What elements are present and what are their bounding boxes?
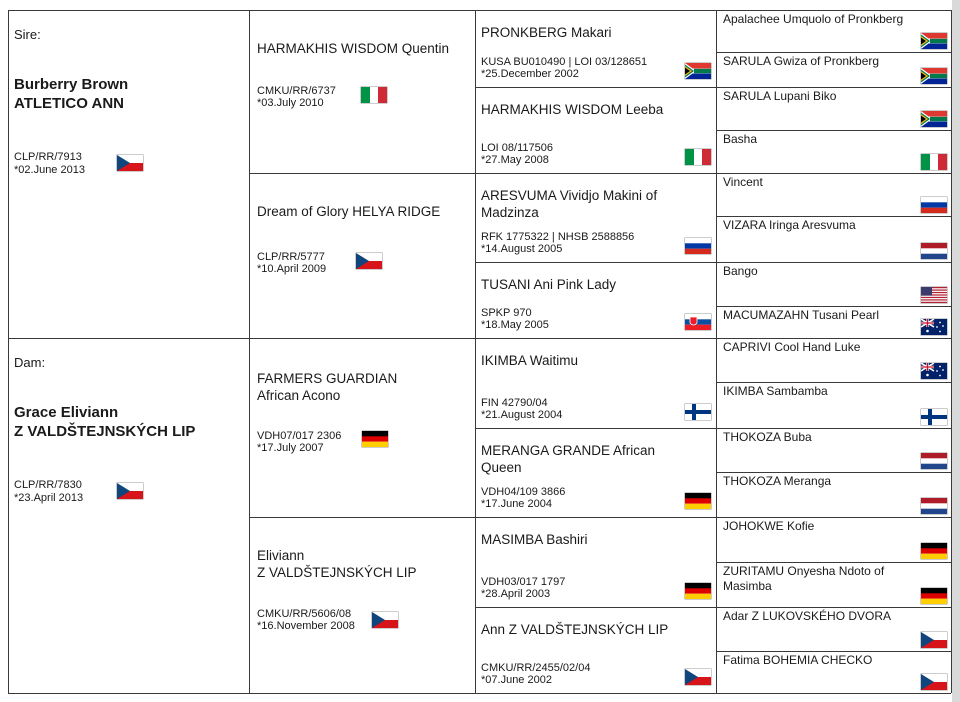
gen2-registration: VDH07/017 2306 [257,430,342,442]
gen3-name-line1: Ann Z VALDŠTEJNSKÝCH LIP [481,622,669,637]
gen4-flag-nl-icon [921,453,947,469]
grid-line [716,10,717,693]
gen2-birth-date: *03.July 2010 [257,97,324,109]
grid-line [249,10,250,693]
gen4-name-line1: Fatima BOHEMIA CHECKO [723,653,873,667]
gen2-birth-date: *16.November 2008 [257,620,355,632]
gen4-flag-de-icon [921,588,947,604]
sire-name-line2: ATLETICO ANN [14,95,124,112]
gen2-registration: CMKU/RR/6737 [257,85,336,97]
gen3-registration: CMKU/RR/2455/02/04 [481,662,591,674]
gen4-name-line1: JOHOKWE Kofie [723,519,815,533]
gen2-birth-date: *17.July 2007 [257,442,324,454]
gen3-name-line2: Queen [481,460,522,475]
dam-flag-cz-icon [117,483,143,499]
gen4-flag-cz-icon [921,632,947,648]
gen4-name-line1: ZURITAMU Onyesha Ndoto of [723,564,885,578]
gen2-name-line1: HARMAKHIS WISDOM Quentin [257,41,450,56]
dam-birth-date: *23.April 2013 [14,492,84,504]
sire-flag-cz-icon [117,155,143,171]
gen4-name-line1: CAPRIVI Cool Hand Luke [723,340,861,354]
gen3-registration: SPKP 970 [481,307,532,319]
gen4-name-line1: MACUMAZAHN Tusani Pearl [723,308,880,322]
grid-line [716,472,951,473]
scrollbar-edge [952,0,960,702]
gen4-name-line1: SARULA Gwiza of Pronkberg [723,54,880,68]
gen4-flag-za-icon [921,33,947,49]
gen4-name-line1: Apalachee Umquolo of Pronkberg [723,12,904,26]
gen4-flag-ru-icon [921,197,947,213]
gen2-flag-cz-icon [372,612,398,628]
dam-name-line1: Grace Eliviann [14,404,119,421]
sire-birth-date: *02.June 2013 [14,164,85,176]
sire-registration: CLP/RR/7913 [14,151,82,163]
gen4-name-line1: Basha [723,132,758,146]
gen3-flag-sk-icon [685,314,711,330]
gen3-name-line1: IKIMBA Waitimu [481,353,579,368]
gen3-birth-date: *27.May 2008 [481,154,549,166]
gen2-registration: CLP/RR/5777 [257,251,325,263]
gen4-flag-au-icon [921,363,947,379]
grid-line [716,428,951,429]
gen4-flag-it-icon [921,154,947,170]
gen3-flag-it-icon [685,149,711,165]
gen3-birth-date: *18.May 2005 [481,319,549,331]
gen3-birth-date: *14.August 2005 [481,243,563,255]
gen3-registration: FIN 42790/04 [481,397,548,409]
gen4-name-line1: IKIMBA Sambamba [723,384,828,398]
sire-label: Sire: [14,27,41,42]
gen3-flag-za-icon [685,63,711,79]
gen3-registration: RFK 1775322 | NHSB 2588856 [481,231,635,243]
gen4-name-line1: Bango [723,264,758,278]
gen2-name-line2: African Acono [257,388,341,403]
gen3-registration: LOI 08/117506 [481,142,553,154]
gen3-birth-date: *28.April 2003 [481,588,551,600]
gen4-flag-nl-icon [921,243,947,259]
dam-label: Dam: [14,355,46,370]
gen3-flag-fi-icon [685,404,711,420]
gen2-name-line2: Z VALDŠTEJNSKÝCH LIP [257,565,417,580]
grid-line [8,10,9,693]
grid-line [716,651,951,652]
gen2-registration: CMKU/RR/5606/08 [257,608,352,620]
gen4-name-line1: THOKOZA Buba [723,430,812,444]
grid-line [716,216,951,217]
grid-line [716,52,951,53]
gen3-name-line1: TUSANI Ani Pink Lady [481,277,617,292]
gen3-flag-cz-icon [685,669,711,685]
gen4-flag-fi-icon [921,409,947,425]
gen4-name-line1: Adar Z LUKOVSKÉHO DVORA [723,609,892,623]
gen2-birth-date: *10.April 2009 [257,263,327,275]
gen4-flag-za-icon [921,68,947,84]
gen3-birth-date: *17.June 2004 [481,498,552,510]
gen4-name-line1: SARULA Lupani Biko [723,89,837,103]
grid-line [716,173,951,174]
gen3-registration: VDH04/109 3866 [481,486,566,498]
sire-name-line1: Burberry Brown [14,76,129,93]
gen2-name-line1: FARMERS GUARDIAN [257,371,398,386]
gen3-name-line1: PRONKBERG Makari [481,25,612,40]
gen3-flag-ru-icon [685,238,711,254]
gen4-flag-de-icon [921,543,947,559]
gen2-flag-de-icon [362,431,388,447]
gen3-name-line1: MERANGA GRANDE African [481,443,656,458]
gen3-flag-de-icon [685,583,711,599]
grid-line [716,130,951,131]
grid-line [716,262,951,263]
gen3-name-line2: Madzinza [481,205,539,220]
gen4-flag-us-icon [921,287,947,303]
grid-line [8,693,951,694]
gen3-name-line1: ARESVUMA Vividjo Makini of [481,188,658,203]
grid-line [8,10,951,11]
gen4-flag-nl-icon [921,498,947,514]
grid-line [716,562,951,563]
gen4-flag-au-icon [921,319,947,335]
gen3-name-line1: MASIMBA Bashiri [481,532,588,547]
gen4-flag-za-icon [921,111,947,127]
gen3-birth-date: *25.December 2002 [481,68,579,80]
gen2-flag-cz-icon [356,253,382,269]
grid-line [716,338,951,339]
gen3-name-line1: HARMAKHIS WISDOM Leeba [481,102,664,117]
gen4-flag-cz-icon [921,674,947,690]
gen2-name-line1: Dream of Glory HELYA RIDGE [257,204,441,219]
grid-line [475,10,476,693]
gen3-birth-date: *07.June 2002 [481,674,552,686]
gen4-name-line1: VIZARA Iringa Aresvuma [723,218,856,232]
gen2-name-line1: Eliviann [257,548,305,563]
grid-line [716,607,951,608]
gen2-flag-it-icon [361,87,387,103]
gen4-name-line2: Masimba [723,579,772,593]
gen3-registration: KUSA BU010490 | LOI 03/128651 [481,56,648,68]
gen3-flag-de-icon [685,493,711,509]
gen3-birth-date: *21.August 2004 [481,409,563,421]
gen4-name-line1: Vincent [723,175,763,189]
gen4-name-line1: THOKOZA Meranga [723,474,832,488]
grid-line [716,517,951,518]
dam-name-line2: Z VALDŠTEJNSKÝCH LIP [14,423,196,440]
dam-registration: CLP/RR/7830 [14,479,82,491]
grid-line [716,306,951,307]
grid-line [716,382,951,383]
gen3-registration: VDH03/017 1797 [481,576,566,588]
grid-line [716,87,951,88]
